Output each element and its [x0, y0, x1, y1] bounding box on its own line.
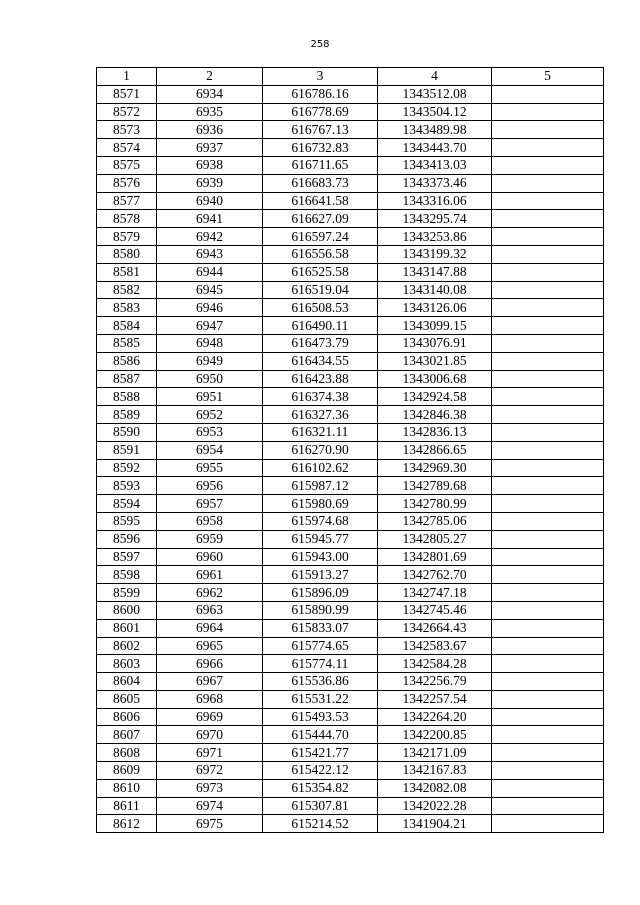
table-cell-col-1: 8606 [97, 708, 157, 726]
table-body [97, 85, 604, 832]
table-cell-col-3: 615774.11 [263, 655, 378, 673]
table-cell-col-1: 8594 [97, 495, 157, 513]
table-cell-col-2: 6954 [157, 441, 263, 459]
table-cell-col-1: 8596 [97, 530, 157, 548]
table-row [97, 530, 604, 548]
table-cell-col-4: 1342256.79 [378, 673, 492, 691]
table-row [97, 317, 604, 335]
table-cell-col-4: 1343126.06 [378, 299, 492, 317]
table-cell-col-1: 8587 [97, 370, 157, 388]
table-cell-col-5 [492, 210, 604, 228]
table-cell-col-2: 6974 [157, 797, 263, 815]
table-cell-col-3: 616767.13 [263, 121, 378, 139]
table-cell-col-2: 6962 [157, 584, 263, 602]
table-cell-col-1: 8602 [97, 637, 157, 655]
table-cell-col-5 [492, 317, 604, 335]
table-row [97, 673, 604, 691]
table-cell-col-5 [492, 121, 604, 139]
table-cell-col-3: 616597.24 [263, 228, 378, 246]
table-row [97, 815, 604, 833]
column-header-1: 1 [97, 68, 157, 86]
table-cell-col-2: 6957 [157, 495, 263, 513]
table-cell-col-2: 6942 [157, 228, 263, 246]
table-cell-col-4: 1342785.06 [378, 512, 492, 530]
table-cell-col-4: 1343489.98 [378, 121, 492, 139]
table-cell-col-1: 8601 [97, 619, 157, 637]
table-cell-col-1: 8604 [97, 673, 157, 691]
table-cell-col-4: 1342846.38 [378, 406, 492, 424]
table-cell-col-5 [492, 815, 604, 833]
table-cell-col-3: 616627.09 [263, 210, 378, 228]
table-cell-col-4: 1343099.15 [378, 317, 492, 335]
table-cell-col-3: 616683.73 [263, 174, 378, 192]
table-cell-col-3: 616778.69 [263, 103, 378, 121]
table-cell-col-5 [492, 334, 604, 352]
table-cell-col-2: 6960 [157, 548, 263, 566]
table-row [97, 477, 604, 495]
table-cell-col-5 [492, 762, 604, 780]
table-row [97, 548, 604, 566]
table-cell-col-3: 616711.65 [263, 156, 378, 174]
table-cell-col-3: 615833.07 [263, 619, 378, 637]
table-cell-col-4: 1343076.91 [378, 334, 492, 352]
table-cell-col-3: 615214.52 [263, 815, 378, 833]
table-row [97, 263, 604, 281]
table-cell-col-3: 616473.79 [263, 334, 378, 352]
column-header-3: 3 [263, 68, 378, 86]
table-cell-col-2: 6967 [157, 673, 263, 691]
table-cell-col-5 [492, 263, 604, 281]
column-header-4: 4 [378, 68, 492, 86]
table-cell-col-3: 615444.70 [263, 726, 378, 744]
table-row [97, 388, 604, 406]
table-cell-col-4: 1343413.03 [378, 156, 492, 174]
table-cell-col-1: 8578 [97, 210, 157, 228]
table-cell-col-3: 616374.38 [263, 388, 378, 406]
table-cell-col-1: 8609 [97, 762, 157, 780]
table-cell-col-1: 8591 [97, 441, 157, 459]
table-cell-col-1: 8595 [97, 512, 157, 530]
table-cell-col-4: 1342583.67 [378, 637, 492, 655]
table-cell-col-2: 6958 [157, 512, 263, 530]
table-cell-col-2: 6972 [157, 762, 263, 780]
table-cell-col-4: 1343512.08 [378, 85, 492, 103]
table-cell-col-1: 8573 [97, 121, 157, 139]
table-cell-col-3: 616423.88 [263, 370, 378, 388]
table-row [97, 334, 604, 352]
table-cell-col-2: 6947 [157, 317, 263, 335]
table-row [97, 566, 604, 584]
table-cell-col-1: 8607 [97, 726, 157, 744]
table-cell-col-3: 615421.77 [263, 744, 378, 762]
table-cell-col-3: 616434.55 [263, 352, 378, 370]
table-cell-col-3: 615493.53 [263, 708, 378, 726]
table-cell-col-1: 8571 [97, 85, 157, 103]
table-cell-col-1: 8593 [97, 477, 157, 495]
table-cell-col-2: 6937 [157, 139, 263, 157]
table-cell-col-4: 1342762.70 [378, 566, 492, 584]
table-cell-col-1: 8612 [97, 815, 157, 833]
table-row [97, 690, 604, 708]
table-cell-col-5 [492, 459, 604, 477]
table-cell-col-5 [492, 619, 604, 637]
table-cell-col-5 [492, 299, 604, 317]
table-row [97, 423, 604, 441]
table-cell-col-3: 615945.77 [263, 530, 378, 548]
table-cell-col-4: 1343006.68 [378, 370, 492, 388]
table-cell-col-1: 8580 [97, 245, 157, 263]
table-cell-col-3: 615913.27 [263, 566, 378, 584]
table-cell-col-5 [492, 601, 604, 619]
table-row [97, 779, 604, 797]
table-cell-col-1: 8611 [97, 797, 157, 815]
table-cell-col-1: 8579 [97, 228, 157, 246]
table-cell-col-3: 616327.36 [263, 406, 378, 424]
table-cell-col-2: 6975 [157, 815, 263, 833]
table-cell-col-2: 6966 [157, 655, 263, 673]
table-row [97, 299, 604, 317]
table-cell-col-3: 616490.11 [263, 317, 378, 335]
table-cell-col-5 [492, 139, 604, 157]
table-row [97, 174, 604, 192]
table-cell-col-4: 1342082.08 [378, 779, 492, 797]
table-cell-col-2: 6950 [157, 370, 263, 388]
table-cell-col-4: 1343373.46 [378, 174, 492, 192]
table-cell-col-2: 6945 [157, 281, 263, 299]
table-cell-col-3: 616525.58 [263, 263, 378, 281]
table-row [97, 352, 604, 370]
table-cell-col-1: 8583 [97, 299, 157, 317]
table-cell-col-4: 1342924.58 [378, 388, 492, 406]
table-row [97, 245, 604, 263]
table-cell-col-5 [492, 726, 604, 744]
table-cell-col-3: 616641.58 [263, 192, 378, 210]
table-cell-col-4: 1343140.08 [378, 281, 492, 299]
table-cell-col-2: 6951 [157, 388, 263, 406]
table-cell-col-2: 6969 [157, 708, 263, 726]
table-cell-col-4: 1343316.06 [378, 192, 492, 210]
table-cell-col-4: 1343295.74 [378, 210, 492, 228]
table-cell-col-5 [492, 566, 604, 584]
table-cell-col-3: 616519.04 [263, 281, 378, 299]
table-cell-col-3: 615896.09 [263, 584, 378, 602]
table-cell-col-1: 8598 [97, 566, 157, 584]
table-cell-col-5 [492, 637, 604, 655]
table-cell-col-1: 8585 [97, 334, 157, 352]
table-cell-col-5 [492, 779, 604, 797]
table-cell-col-3: 616508.53 [263, 299, 378, 317]
page-number: 258 [310, 39, 330, 50]
table-cell-col-2: 6973 [157, 779, 263, 797]
table-cell-col-3: 615307.81 [263, 797, 378, 815]
table-cell-col-1: 8575 [97, 156, 157, 174]
table-cell-col-2: 6952 [157, 406, 263, 424]
table-cell-col-4: 1343443.70 [378, 139, 492, 157]
table-row [97, 406, 604, 424]
table-cell-col-3: 615422.12 [263, 762, 378, 780]
table-cell-col-3: 616321.11 [263, 423, 378, 441]
table-cell-col-4: 1343021.85 [378, 352, 492, 370]
table-cell-col-1: 8581 [97, 263, 157, 281]
table-cell-col-5 [492, 228, 604, 246]
table-cell-col-2: 6939 [157, 174, 263, 192]
table-header-row [97, 68, 604, 86]
table-cell-col-2: 6959 [157, 530, 263, 548]
table-cell-col-3: 615536.86 [263, 673, 378, 691]
table-cell-col-3: 615987.12 [263, 477, 378, 495]
table-cell-col-4: 1342584.28 [378, 655, 492, 673]
table-cell-col-5 [492, 103, 604, 121]
table-row [97, 121, 604, 139]
table-row [97, 619, 604, 637]
table-cell-col-4: 1342257.54 [378, 690, 492, 708]
table-cell-col-4: 1343504.12 [378, 103, 492, 121]
table-cell-col-2: 6938 [157, 156, 263, 174]
table-cell-col-1: 8588 [97, 388, 157, 406]
table-cell-col-5 [492, 690, 604, 708]
table-cell-col-4: 1341904.21 [378, 815, 492, 833]
table-cell-col-2: 6953 [157, 423, 263, 441]
table-row [97, 637, 604, 655]
table-cell-col-4: 1342747.18 [378, 584, 492, 602]
table-cell-col-5 [492, 388, 604, 406]
table-cell-col-1: 8574 [97, 139, 157, 157]
table-cell-col-2: 6964 [157, 619, 263, 637]
table-row [97, 192, 604, 210]
table-cell-col-2: 6936 [157, 121, 263, 139]
table-row [97, 797, 604, 815]
table-cell-col-4: 1342805.27 [378, 530, 492, 548]
table-row [97, 370, 604, 388]
table-cell-col-4: 1343147.88 [378, 263, 492, 281]
table-row [97, 726, 604, 744]
table-row [97, 708, 604, 726]
table-cell-col-2: 6946 [157, 299, 263, 317]
table-cell-col-1: 8603 [97, 655, 157, 673]
table-cell-col-3: 615531.22 [263, 690, 378, 708]
table-cell-col-5 [492, 352, 604, 370]
table-cell-col-3: 616786.16 [263, 85, 378, 103]
table-cell-col-3: 615890.99 [263, 601, 378, 619]
table-cell-col-1: 8589 [97, 406, 157, 424]
table-cell-col-2: 6968 [157, 690, 263, 708]
table-cell-col-5 [492, 370, 604, 388]
table-cell-col-1: 8576 [97, 174, 157, 192]
table-row [97, 512, 604, 530]
table-cell-col-4: 1343199.32 [378, 245, 492, 263]
table-cell-col-4: 1342836.13 [378, 423, 492, 441]
table-cell-col-1: 8599 [97, 584, 157, 602]
table-cell-col-5 [492, 406, 604, 424]
table-cell-col-2: 6955 [157, 459, 263, 477]
table-row [97, 495, 604, 513]
table-cell-col-1: 8605 [97, 690, 157, 708]
table-cell-col-1: 8584 [97, 317, 157, 335]
table-cell-col-2: 6935 [157, 103, 263, 121]
table-cell-col-5 [492, 708, 604, 726]
table-cell-col-2: 6963 [157, 601, 263, 619]
table-cell-col-5 [492, 530, 604, 548]
table-row [97, 762, 604, 780]
table-cell-col-5 [492, 192, 604, 210]
table-cell-col-2: 6961 [157, 566, 263, 584]
table-cell-col-2: 6940 [157, 192, 263, 210]
table-cell-col-1: 8597 [97, 548, 157, 566]
table-cell-col-3: 616556.58 [263, 245, 378, 263]
table-cell-col-3: 616732.83 [263, 139, 378, 157]
table-cell-col-5 [492, 174, 604, 192]
table-cell-col-4: 1342969.30 [378, 459, 492, 477]
table-cell-col-5 [492, 156, 604, 174]
table-cell-col-2: 6949 [157, 352, 263, 370]
table-cell-col-3: 616270.90 [263, 441, 378, 459]
table-cell-col-2: 6956 [157, 477, 263, 495]
table-row [97, 441, 604, 459]
table-cell-col-5 [492, 281, 604, 299]
table-cell-col-4: 1342167.83 [378, 762, 492, 780]
table-row [97, 103, 604, 121]
column-header-2: 2 [157, 68, 263, 86]
table-row [97, 655, 604, 673]
table-cell-col-4: 1342780.99 [378, 495, 492, 513]
table-row [97, 85, 604, 103]
table-cell-col-2: 6965 [157, 637, 263, 655]
table-cell-col-5 [492, 477, 604, 495]
table-cell-col-1: 8608 [97, 744, 157, 762]
table-cell-col-4: 1342789.68 [378, 477, 492, 495]
table-cell-col-3: 615774.65 [263, 637, 378, 655]
table-cell-col-5 [492, 245, 604, 263]
table-cell-col-5 [492, 797, 604, 815]
table-cell-col-1: 8586 [97, 352, 157, 370]
table-cell-col-4: 1342664.43 [378, 619, 492, 637]
table-cell-col-3: 615974.68 [263, 512, 378, 530]
table-cell-col-3: 616102.62 [263, 459, 378, 477]
table-cell-col-1: 8582 [97, 281, 157, 299]
table-row [97, 601, 604, 619]
table-cell-col-2: 6943 [157, 245, 263, 263]
table-cell-col-4: 1342745.46 [378, 601, 492, 619]
table-row [97, 210, 604, 228]
table-cell-col-3: 615980.69 [263, 495, 378, 513]
table-cell-col-1: 8592 [97, 459, 157, 477]
table-cell-col-5 [492, 85, 604, 103]
table-row [97, 281, 604, 299]
table-cell-col-3: 615943.00 [263, 548, 378, 566]
table-cell-col-1: 8590 [97, 423, 157, 441]
table-cell-col-1: 8572 [97, 103, 157, 121]
table-cell-col-1: 8600 [97, 601, 157, 619]
table-cell-col-3: 615354.82 [263, 779, 378, 797]
table-cell-col-2: 6944 [157, 263, 263, 281]
table-cell-col-4: 1342264.20 [378, 708, 492, 726]
table-cell-col-4: 1342801.69 [378, 548, 492, 566]
table-row [97, 139, 604, 157]
table-row [97, 584, 604, 602]
table-row [97, 228, 604, 246]
coordinates-table [96, 67, 604, 833]
table-row [97, 156, 604, 174]
table-cell-col-1: 8577 [97, 192, 157, 210]
table-cell-col-5 [492, 548, 604, 566]
table-cell-col-2: 6971 [157, 744, 263, 762]
table-cell-col-4: 1342171.09 [378, 744, 492, 762]
table-row [97, 459, 604, 477]
table-cell-col-5 [492, 744, 604, 762]
table-cell-col-2: 6948 [157, 334, 263, 352]
table-cell-col-5 [492, 673, 604, 691]
table-cell-col-4: 1342200.85 [378, 726, 492, 744]
table-cell-col-5 [492, 584, 604, 602]
table-cell-col-5 [492, 423, 604, 441]
table-cell-col-1: 8610 [97, 779, 157, 797]
table-cell-col-5 [492, 441, 604, 459]
table-cell-col-5 [492, 512, 604, 530]
table-cell-col-4: 1342866.65 [378, 441, 492, 459]
table-cell-col-4: 1342022.28 [378, 797, 492, 815]
table-cell-col-2: 6970 [157, 726, 263, 744]
table-cell-col-5 [492, 655, 604, 673]
table-row [97, 744, 604, 762]
table-cell-col-2: 6941 [157, 210, 263, 228]
table-cell-col-4: 1343253.86 [378, 228, 492, 246]
column-header-5: 5 [492, 68, 604, 86]
table-cell-col-2: 6934 [157, 85, 263, 103]
table-cell-col-5 [492, 495, 604, 513]
